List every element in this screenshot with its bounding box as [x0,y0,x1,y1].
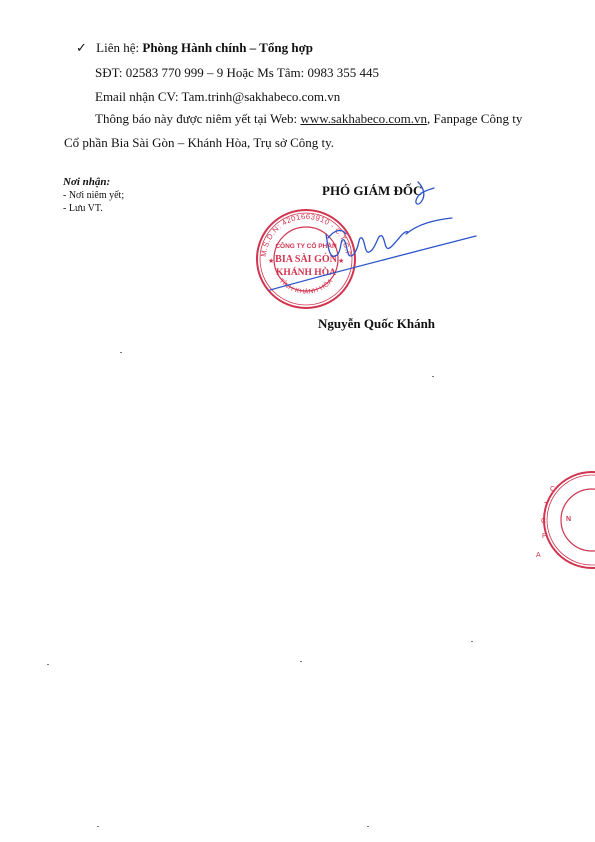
notice-line-2: Cổ phần Bia Sài Gòn – Khánh Hòa, Trụ sở Công ty. [64,135,335,150]
scan-speck [120,352,122,353]
recipient-item: - Nơi niêm yết; [63,190,125,201]
seal-fragment-n: N [566,516,572,523]
recipients-title: Nơi nhận: [63,176,111,188]
scan-speck [97,826,99,827]
seal-fragment-a: A [536,552,541,559]
seal-company-name-2: KHÁNH HÒA [276,268,336,278]
scan-speck [300,661,302,662]
seal-star-right: ★ [338,258,345,265]
email-line: Email nhận CV: Tam.trinh@sakhabeco.com.vn [95,89,341,104]
seal-star-left: ★ [268,258,275,265]
website-link[interactable]: www.sakhabeco.com.vn [300,111,428,126]
handwritten-signature [268,178,478,298]
check-icon: ✓ [76,40,87,55]
seal-fragment-c2: C [541,518,547,525]
scan-speck [471,641,473,642]
seal-fragment-p: P [542,533,547,540]
scan-speck [367,826,369,827]
partial-seal-edge [530,465,595,575]
contact-department: Phòng Hành chính – Tổng hợp [142,40,313,55]
contact-label: Liên hệ: [96,40,143,55]
notice-suffix: , Fanpage Công ty [427,111,523,126]
scan-speck [432,376,434,377]
phone-line: SĐT: 02583 770 999 – 9 Hoặc Ms Tâm: 0983 355 445 [95,65,380,80]
seal-tax-id: M.S.D.N: 4201663910 - C.T.C.P [258,211,353,258]
scan-speck [47,664,49,665]
contact-line [76,40,313,56]
notice-line-1 [95,111,522,127]
seal-company-top: CÔNG TY CỔ PHẦN [275,243,337,250]
recipient-item: - Lưu VT. [63,203,103,214]
notice-prefix: Thông báo này được niêm yết tại Web: [95,111,301,126]
seal-province: TỈNH KHÁNH HÒA [277,277,335,296]
signer-position: PHÓ GIÁM ĐỐC [322,183,423,198]
seal-fragment-t: T [544,502,549,509]
signer-name: Nguyễn Quốc Khánh [318,316,436,331]
seal-fragment-c: C [550,486,556,493]
seal-company-name-1: BIA SÀI GÒN [275,254,337,265]
